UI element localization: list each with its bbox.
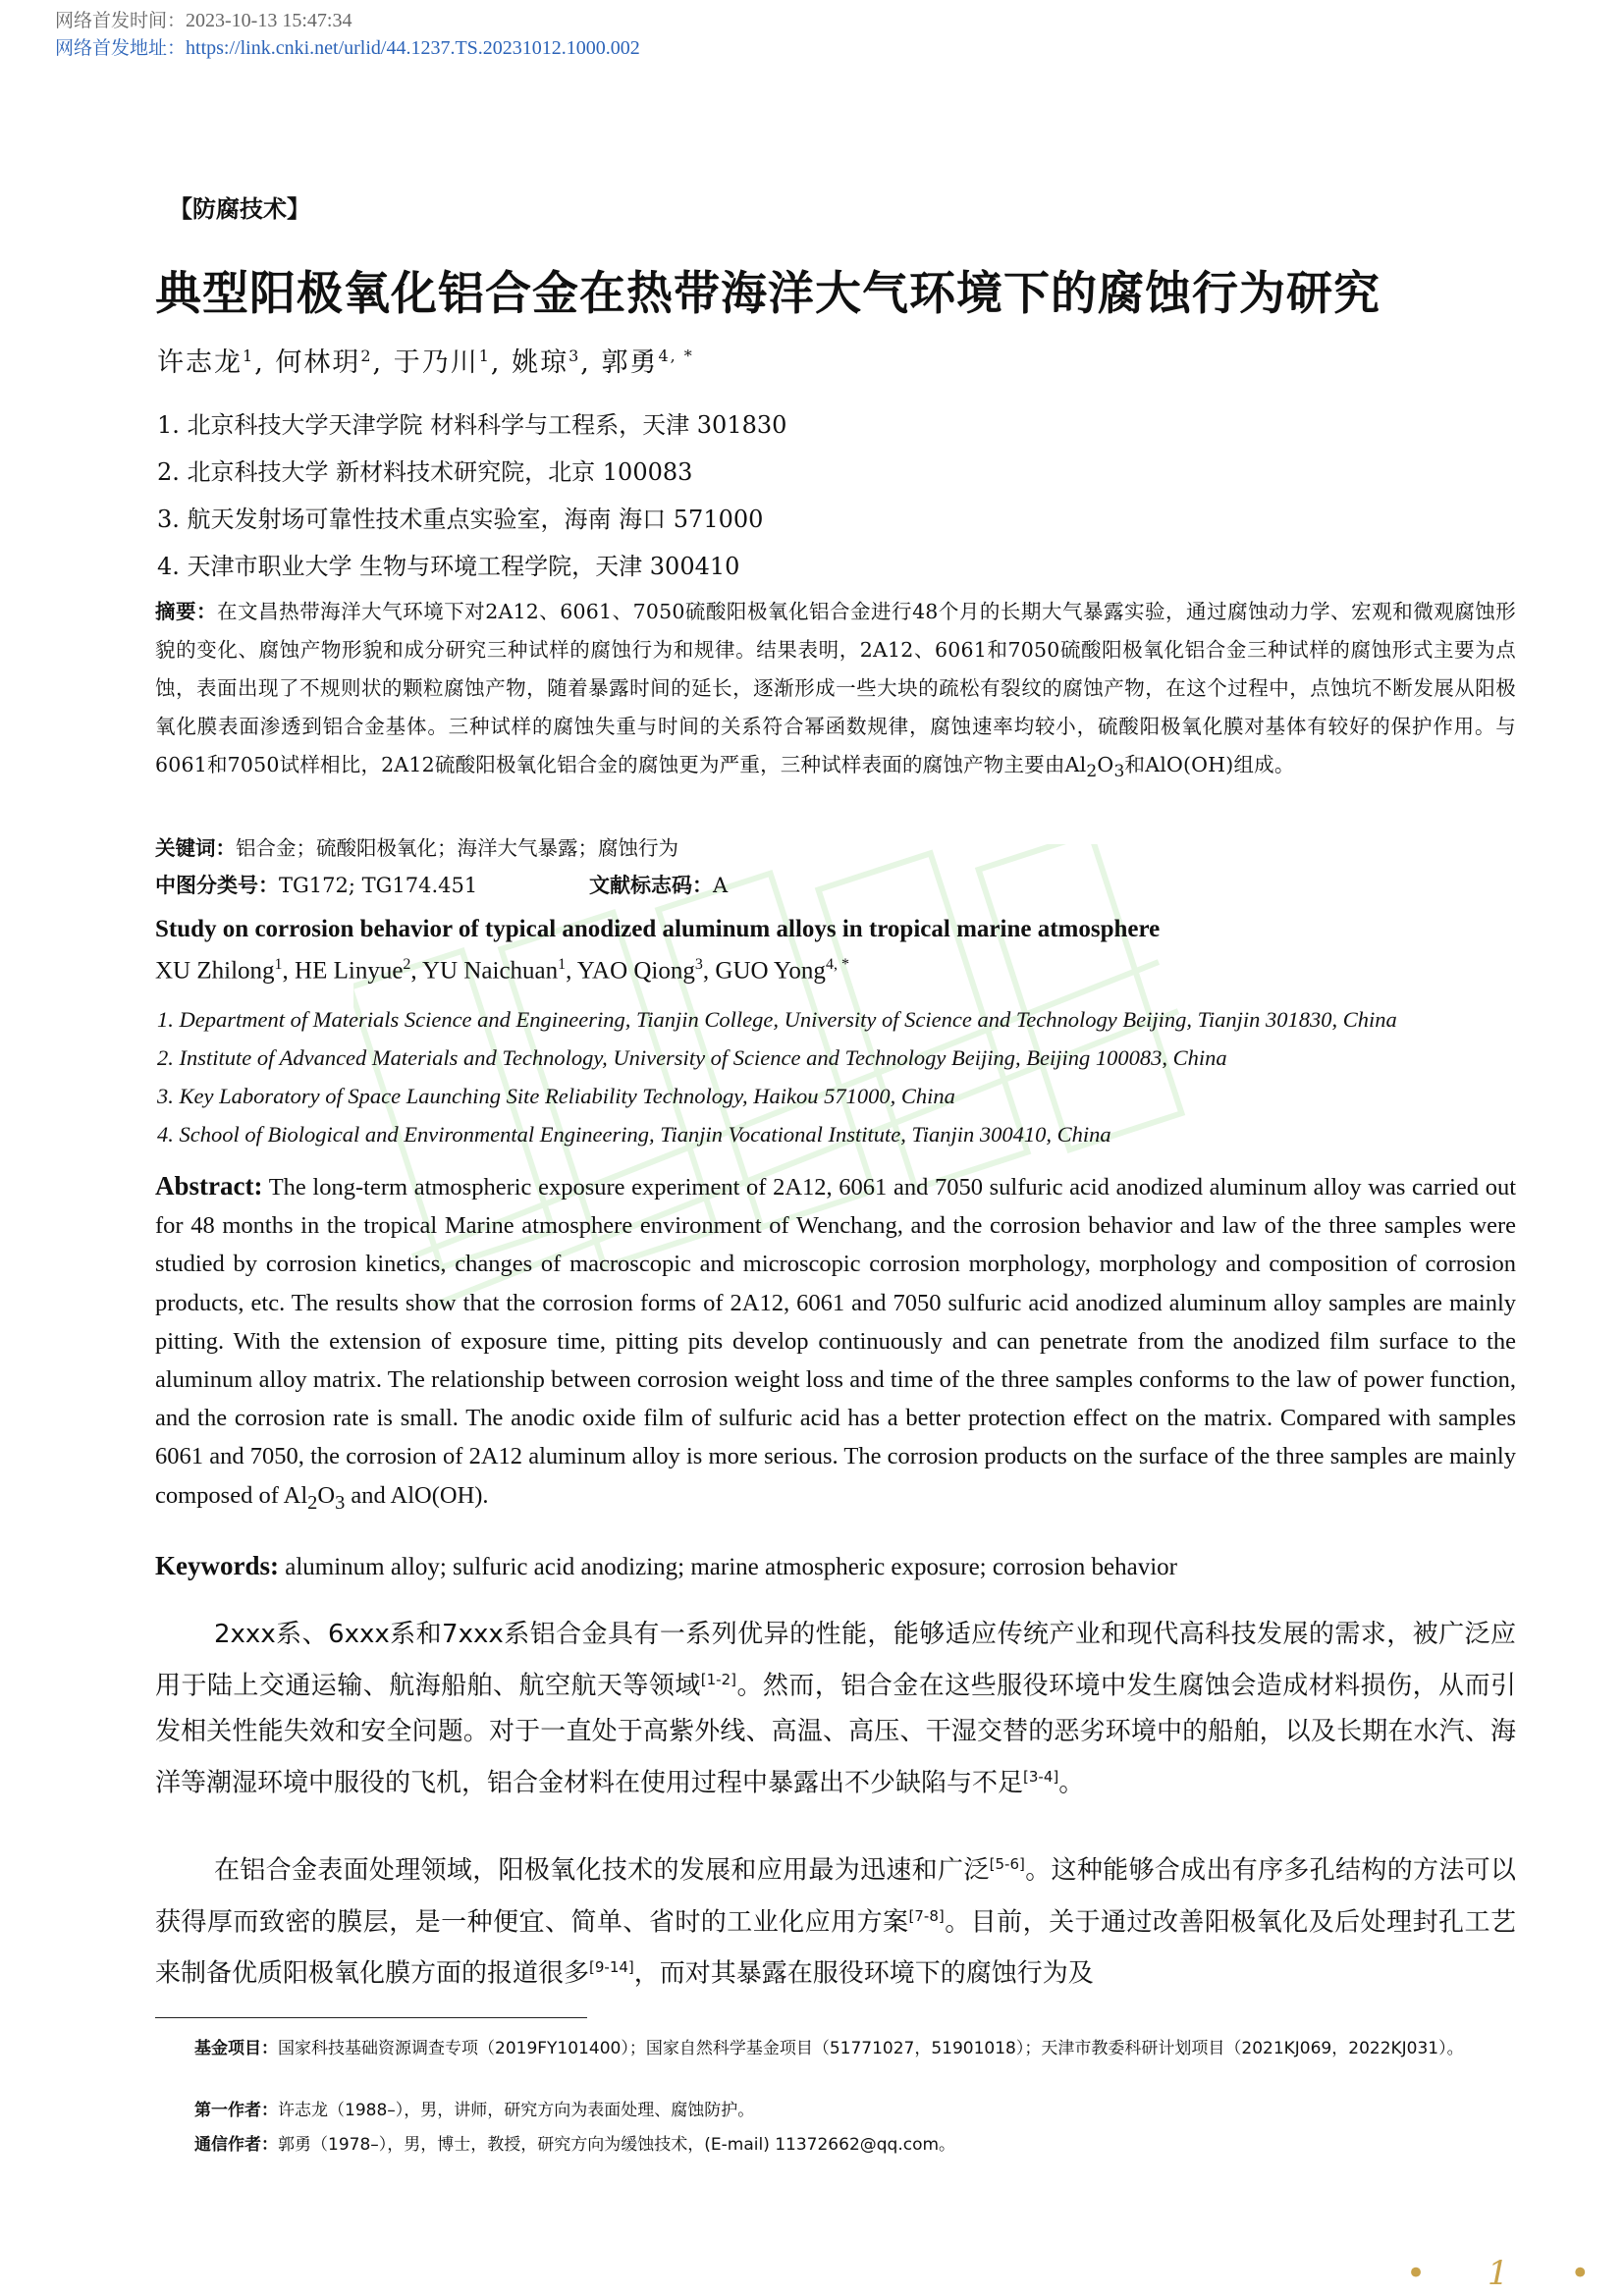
affiliation-en-1: 1. Department of Materials Science and Engineering, Tianjin College, University of Science and Technology Beijing, Tianjin 301830, China	[157, 1007, 1397, 1032]
affiliation-cn-3: 3. 航天发射场可靠性技术重点实验室，海南 海口 571000	[157, 506, 764, 533]
footnote-first-author-text: 许志龙（1988–），男，讲师，研究方向为表面处理、腐蚀防护。	[278, 2101, 755, 2120]
body-p2-text-3: 。目前，关于通过改善阳极氧化及后处理封孔工艺来制备优质阳极氧化膜方面的报道很多	[155, 1907, 1516, 1989]
affiliation-cn-1: 1. 北京科技大学天津学院 材料科学与工程系，天津 301830	[157, 411, 787, 439]
online-first-time-label: 网络首发时间：	[55, 10, 187, 31]
body-p2-text-1: 在铝合金表面处理领域，阳极氧化技术的发展和应用最为迅速和广泛	[214, 1855, 990, 1886]
online-first-url-link[interactable]: https://link.cnki.net/urlid/44.1237.TS.20231012.1000.002	[186, 37, 640, 59]
en-author-name: HE Linyue	[295, 957, 404, 985]
cn-author-affiliation-mark: 3	[568, 347, 581, 365]
section-category: 【防腐技术】	[169, 195, 310, 223]
keywords-en	[155, 1551, 1177, 1581]
body-p1-text-2: 。然而，铝合金在这些服役环境中发生腐蚀会造成材料损伤，从而引发相关性能失效和安全问题。对于一直处于高紫外线、高温、高压、干湿交替的恶劣环境中的船舶，以及长期在水汽、海洋等潮湿环境中服役的飞机，铝合金材料在使用过程中暴露出不少缺陷与不足	[155, 1671, 1516, 1798]
paper-title-cn: 典型阳极氧化铝合金在热带海洋大气环境下的腐蚀行为研究	[155, 267, 1380, 321]
cn-author-name: 许志龙	[157, 347, 243, 378]
footnote-first-author-label: 第一作者：	[194, 2101, 278, 2120]
footnote-corresponding-text: 郭勇（1978–），男，博士，教授，研究方向为缓蚀技术，(E-mail) 11372662@qq.com。	[278, 2135, 956, 2155]
abstract-cn-text: 在文昌热带海洋大气环境下对2A12、6061、7050硫酸阳极氧化铝合金进行48个月的长期大气暴露实验，通过腐蚀动力学、宏观和微观腐蚀形貌的变化、腐蚀产物形貌和成分研究三种试样的腐蚀行为和规律。结果表明，2A12、6061和7050硫酸阳极氧化铝合金三种试样的腐蚀形式主要为点蚀，表面出现了不规则状的颗粒腐蚀产物，随着暴露时间的延长，逐渐形成一些大块的疏松有裂纹的腐蚀产物，在这个过程中，点蚀坑不断发展从阳极氧化膜表面渗透到铝合金基体。三种试样的腐蚀失重与时间的关系符合幂函数规律，腐蚀速率均较小，硫酸阳极氧化膜对基体有较好的保护作用。与6061和7050试样相比，2A12硫酸阳极氧化铝合金的腐蚀更为严重，三种试样表面的腐蚀产物主要由$Al_2O_3$和AlO(OH)组成。	[155, 600, 1516, 782]
cn-author-affiliation-mark: 2	[360, 347, 373, 365]
citation-9-14[interactable]: [9-14]	[589, 1958, 634, 1977]
cn-author-affiliation-mark: 4, *	[658, 347, 694, 365]
cn-author-name: 何林玥	[275, 347, 361, 378]
en-author-affiliation-mark: 1	[558, 956, 567, 973]
cn-author-name: 郭勇	[601, 347, 659, 378]
en-author-affiliation-mark: 1	[274, 956, 283, 973]
abstract-cn	[155, 593, 1516, 791]
abstract-en-text: The long-term atmospheric exposure experiment of 2A12, 6061 and 7050 sulfuric acid anodized aluminum alloy was carried out for 48 months in the tropical Marine atmosphere environment of Wenchang, and the corrosion behavior and law of the three samples were studied by corrosion kinetics, changes of macroscopic and microscopic corrosion morphology, morphology and composition of corrosion products, etc. The results show that the corrosion forms of 2A12, 6061 and 7050 sulfuric acid anodized aluminum alloy samples are mainly pitting. With the extension of exposure time, pitting pits develop continuously and can penetrate from the anodized film surface to the aluminum alloy matrix. The relationship between corrosion weight loss and time of the three samples conforms to the law of power function, and the corrosion rate is small. The anodic oxide film of sulfuric acid has a better protection effect on the matrix. Compared with samples 6061 and 7050, the corrosion of 2A12 aluminum alloy is more serious. The corrosion products on the surface of the three samples are mainly composed of $Al_2O_3$ and AlO(OH).	[155, 1174, 1516, 1514]
footnote-first-author	[194, 2096, 1516, 2125]
en-author-separator: ,	[566, 957, 577, 985]
keywords-cn	[155, 831, 678, 861]
keywords-cn-text: 铝合金；硫酸阳极氧化；海洋大气暴露；腐蚀行为	[236, 836, 678, 860]
cn-author-separator: ,	[254, 347, 276, 378]
doccode-label: 文献标志码：	[589, 874, 713, 897]
en-author-affiliation-mark: 3	[694, 956, 703, 973]
keywords-cn-label: 关键词：	[155, 836, 236, 860]
keywords-en-label: Keywords:	[155, 1551, 279, 1580]
online-first-time-value: 2023-10-13 15:47:34	[186, 10, 352, 31]
online-first-url-label: 网络首发地址：	[55, 37, 187, 59]
en-author-separator: ,	[702, 957, 716, 985]
keywords-en-text: aluminum alloy; sulfuric acid anodizing; marine atmospheric exposure; corrosion behavior	[285, 1554, 1177, 1580]
body-p1-text-3: 。	[1058, 1768, 1085, 1798]
cn-author-separator: ,	[372, 347, 394, 378]
footnote-corresponding-label: 通信作者：	[194, 2135, 278, 2155]
en-author-name: XU Zhilong	[155, 957, 275, 985]
clc-value: TG172; TG174.451	[279, 874, 478, 897]
citation-7-8[interactable]: [7-8]	[908, 1906, 945, 1925]
page-number: • 1 •	[1406, 2254, 1616, 2293]
affiliation-en-4: 4. School of Biological and Environmental Engineering, Tianjin Vocational Institute, Tianjin 300410, China	[157, 1122, 1111, 1147]
author-list-en	[155, 956, 849, 985]
paper-title-en: Study on corrosion behavior of typical anodized aluminum alloys in tropical marine atmosphere	[155, 916, 1161, 942]
footnote-fund-text: 国家科技基础资源调查专项（2019FY101400）；国家自然科学基金项目（51771027，51901018）；天津市教委科研计划项目（2021KJ069，2022KJ031）。	[278, 2039, 1464, 2058]
affiliation-cn-2: 2. 北京科技大学 新材料技术研究院，北京 100083	[157, 458, 693, 486]
en-author-affiliation-mark: 4, *	[825, 956, 849, 973]
citation-3-4[interactable]: [3-4]	[1023, 1767, 1059, 1786]
body-p2-text-4: ，而对其暴露在服役环境下的腐蚀行为及	[633, 1958, 1094, 1989]
citation-5-6[interactable]: [5-6]	[989, 1855, 1025, 1873]
cn-author-affiliation-mark: 1	[243, 347, 255, 365]
abstract-cn-label: 摘要：	[155, 600, 218, 623]
en-author-separator: ,	[410, 957, 422, 985]
cn-author-name: 于乃川	[393, 347, 479, 378]
clc-number	[155, 870, 477, 899]
affiliation-cn-4: 4. 天津市职业大学 生物与环境工程学院，天津 300410	[157, 553, 740, 580]
en-author-name: YAO Qiong	[576, 957, 695, 985]
en-author-name: YU Naichuan	[422, 957, 559, 985]
clc-label: 中图分类号：	[155, 874, 279, 897]
body-paragraph-1	[155, 1612, 1516, 1805]
online-first-time	[55, 6, 352, 32]
document-code	[589, 870, 728, 899]
footnote-fund	[194, 2034, 1516, 2063]
en-author-separator: ,	[282, 957, 296, 985]
affiliation-en-3: 3. Key Laboratory of Space Launching Site Reliability Technology, Haikou 571000, China	[157, 1084, 955, 1108]
body-p2-text-2: 。这种能够合成出有序多孔结构的方法可以获得厚而致密的膜层，是一种便宜、简单、省时的工业化应用方案	[155, 1855, 1516, 1938]
online-first-url[interactable]	[55, 33, 640, 60]
en-author-affiliation-mark: 2	[403, 956, 411, 973]
doccode-value: A	[713, 874, 729, 897]
body-paragraph-2	[155, 1842, 1516, 1997]
en-author-name: GUO Yong	[715, 957, 826, 985]
cn-author-affiliation-mark: 1	[478, 347, 491, 365]
footnote-corresponding	[194, 2130, 1516, 2160]
citation-1-2[interactable]: [1-2]	[700, 1671, 736, 1688]
footnote-divider	[155, 2017, 587, 2018]
abstract-en-label: Abstract:	[155, 1171, 263, 1201]
footnote-fund-label: 基金项目：	[194, 2039, 278, 2058]
body-p1-text-1: 2xxx系、6xxx系和7xxx系铝合金具有一系列优异的性能，能够适应传统产业和现代高科技发展的需求，被广泛应用于陆上交通运输、航海船舶、航空航天等领域	[155, 1620, 1516, 1701]
author-list-cn	[157, 341, 694, 379]
cn-author-separator: ,	[490, 347, 513, 378]
affiliation-en-2: 2. Institute of Advanced Materials and Technology, University of Science and Technology Beijing, Beijing 100083, China	[157, 1045, 1227, 1070]
cn-author-separator: ,	[580, 347, 602, 378]
abstract-en	[155, 1167, 1516, 1522]
cn-author-name: 姚琼	[512, 347, 569, 378]
